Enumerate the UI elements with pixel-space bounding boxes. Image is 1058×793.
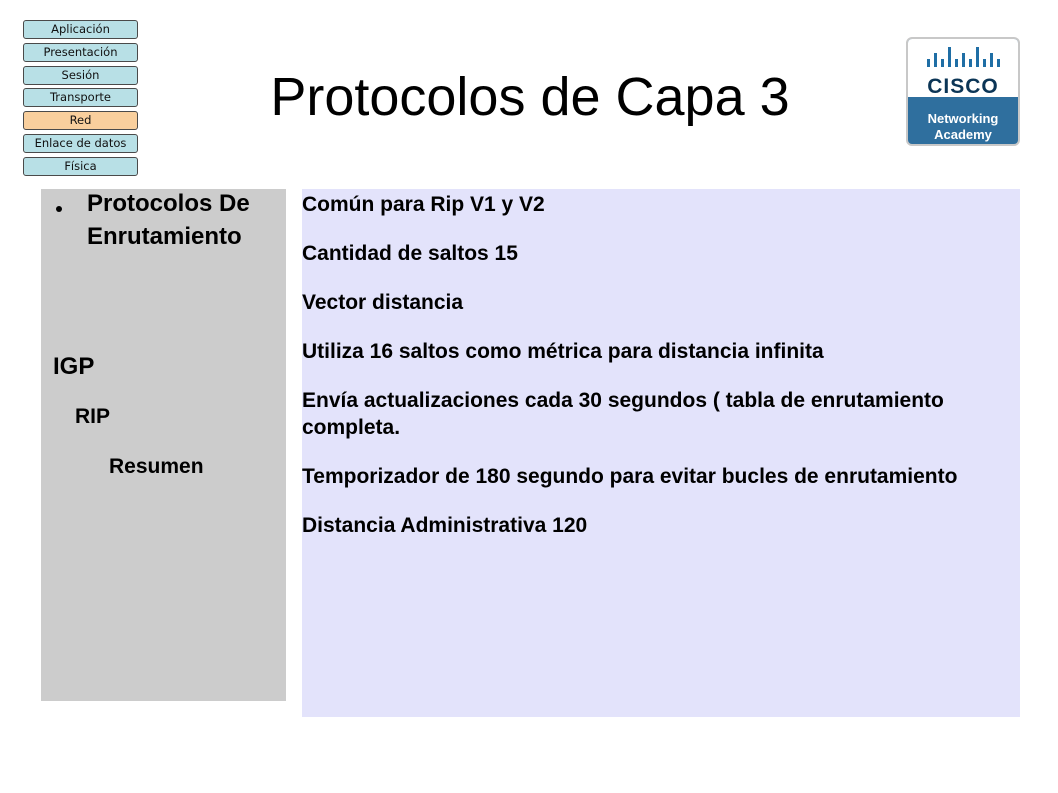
osi-layer-fisica: Física <box>23 157 138 176</box>
list-item: Envía actualizaciones cada 30 segundos ( tabla de enrutamiento completa. <box>302 389 944 439</box>
logo-subtitle-line2: Academy <box>934 127 992 142</box>
rip-feature-list <box>302 191 992 561</box>
igp-label: IGP <box>53 353 95 380</box>
cisco-networking-academy-logo <box>906 37 1020 146</box>
logo-subtitle <box>908 111 1018 143</box>
rip-label: RIP <box>75 405 111 428</box>
list-item: Cantidad de saltos 15 <box>302 242 518 265</box>
osi-layer-stack <box>23 20 138 180</box>
list-item: Temporizador de 180 segundo para evitar bucles de enrutamiento <box>302 465 958 488</box>
osi-layer-presentacion: Presentación <box>23 43 138 62</box>
osi-layer-enlace: Enlace de datos <box>23 134 138 153</box>
osi-layer-red-active: Red <box>23 111 138 130</box>
logo-subtitle-line1: Networking <box>927 111 999 126</box>
osi-layer-sesion: Sesión <box>23 66 138 85</box>
routing-protocols-heading: Protocolos De Enrutamiento <box>87 190 250 250</box>
slide-title: Protocolos de Capa 3 <box>270 67 790 127</box>
osi-layer-transporte: Transporte <box>23 88 138 107</box>
rip-summary-panel <box>302 189 1020 717</box>
list-item: Distancia Administrativa 120 <box>302 514 588 537</box>
cisco-bars-icon <box>908 39 1018 79</box>
list-item: Común para Rip V1 y V2 <box>302 193 545 216</box>
resumen-label: Resumen <box>109 455 204 478</box>
protocol-hierarchy-panel <box>41 189 286 701</box>
bullet-icon <box>56 206 62 212</box>
logo-wordmark: CISCO <box>927 75 999 98</box>
list-item: Utiliza 16 saltos como métrica para distancia infinita <box>302 340 824 363</box>
osi-layer-aplicacion: Aplicación <box>23 20 138 39</box>
list-item: Vector distancia <box>302 291 464 314</box>
